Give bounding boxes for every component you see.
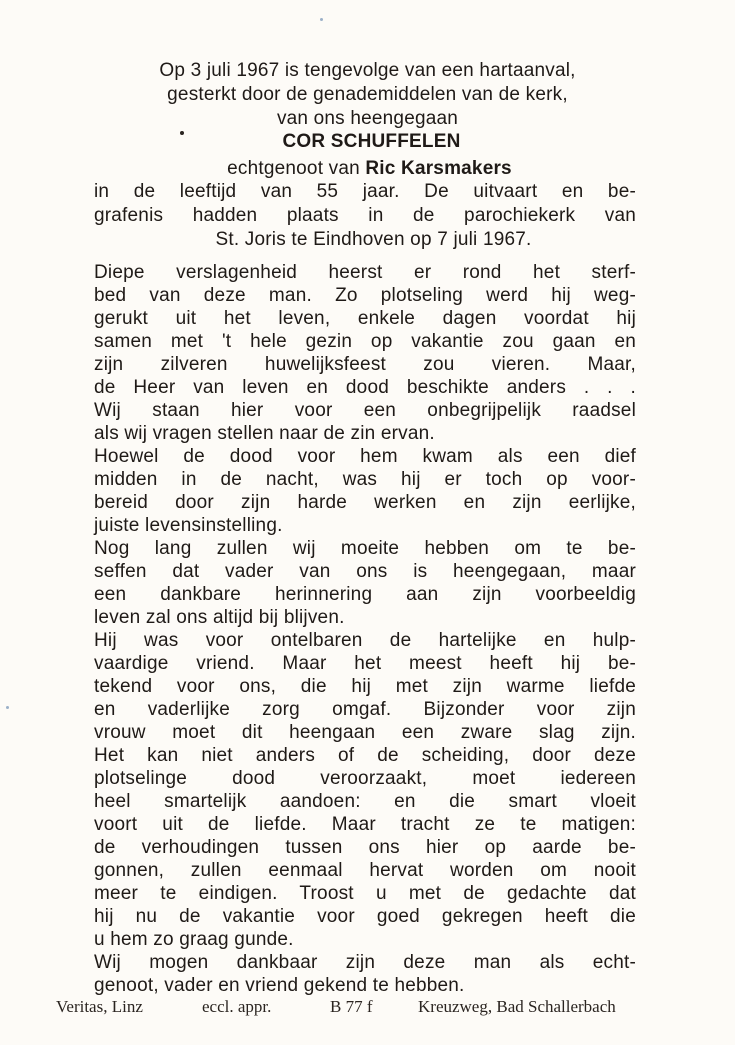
spouse-name: Ric Karsmakers [365, 158, 512, 179]
body-line: juiste levensinstelling. [94, 515, 283, 536]
body-line: gonnen, zullen eenmaal hervat worden om nooit [94, 860, 636, 881]
body-line: bereid door zijn harde werken en zijn eerlijke, [94, 492, 636, 513]
footer-approval: eccl. appr. [202, 997, 272, 1016]
body-line: Nog lang zullen wij moeite hebben om te be- [94, 538, 636, 559]
body-line: gerukt uit het leven, enkele dagen voordat hij [94, 308, 636, 329]
header-line-8: St. Joris te Eindhoven op 7 juli 1967. [215, 229, 532, 250]
body-line: een dankbare herinnering aan zijn voorbeeldig [94, 584, 636, 605]
body-line: midden in de nacht, was hij er toch op voor- [94, 469, 636, 490]
body-line: leven zal ons altijd bij blijven. [94, 607, 345, 628]
footer-series: Kreuzweg, Bad Schallerbach [418, 997, 616, 1016]
header-line-3: van ons heengegaan [276, 108, 459, 129]
body-line: Hoewel de dood voor hem kwam als een dief [94, 446, 636, 467]
deceased-name: COR SCHUFFELEN [282, 131, 461, 152]
paper-speck [6, 706, 9, 709]
footer-code: B 77 f [330, 997, 373, 1016]
header-line-6: in de leeftijd van 55 jaar. De uitvaart en be- [94, 181, 636, 202]
body-line: en vaderlijke zorg omgaf. Bijzonder voor zijn [94, 699, 636, 720]
body-line: samen met 't hele gezin op vakantie zou gaan en [94, 331, 636, 352]
spouse-prefix: echtgenoot van [227, 158, 366, 179]
body-line: Het kan niet anders of de scheiding, door deze [94, 745, 636, 766]
body-line: plotselinge dood veroorzaakt, moet iedereen [94, 768, 636, 789]
header-line-7: grafenis hadden plaats in de parochiekerk van [94, 205, 636, 226]
body-line: voort uit de liefde. Maar tracht ze te matigen: [94, 814, 636, 835]
body-line: zijn zilveren huwelijksfeest zou vieren. Maar, [94, 354, 636, 375]
paper-speck [320, 18, 323, 21]
body-line: bed van deze man. Zo plotseling werd hij weg- [94, 285, 636, 306]
body-line: seffen dat vader van ons is heengegaan, maar [94, 561, 636, 582]
body-line: heel smartelijk aandoen: en die smart vloeit [94, 791, 636, 812]
body-line: hij nu de vakantie voor goed gekregen heeft die [94, 906, 636, 927]
header-line-1: Op 3 juli 1967 is tengevolge van een hartaanval, [159, 60, 576, 81]
body-line: vaardige vriend. Maar het meest heeft hij be- [94, 653, 636, 674]
body-line: Diepe verslagenheid heerst er rond het sterf- [94, 262, 636, 283]
body-line: vrouw moet dit heengaan een zware slag zijn. [94, 722, 636, 743]
body-line: als wij vragen stellen naar de zin ervan. [94, 423, 435, 444]
body-line: Wij staan hier voor een onbegrijpelijk raadsel [94, 400, 636, 421]
body-line: de Heer van leven en dood beschikte anders . . . [94, 377, 636, 398]
body-line: genoot, vader en vriend gekend te hebben. [94, 975, 465, 996]
body-line: u hem zo graag gunde. [94, 929, 294, 950]
body-line: de verhoudingen tussen ons hier op aarde be- [94, 837, 636, 858]
body-line: meer te eindigen. Troost u met de gedachte dat [94, 883, 636, 904]
body-line: tekend voor ons, die hij met zijn warme liefde [94, 676, 636, 697]
header-line-2: gesterkt door de genademiddelen van de kerk, [167, 84, 568, 105]
body-line: Hij was voor ontelbaren de hartelijke en hulp- [94, 630, 636, 651]
footer-publisher: Veritas, Linz [56, 997, 143, 1016]
spouse-line [2, 158, 735, 180]
body-line: Wij mogen dankbaar zijn deze man als echt- [94, 952, 636, 973]
